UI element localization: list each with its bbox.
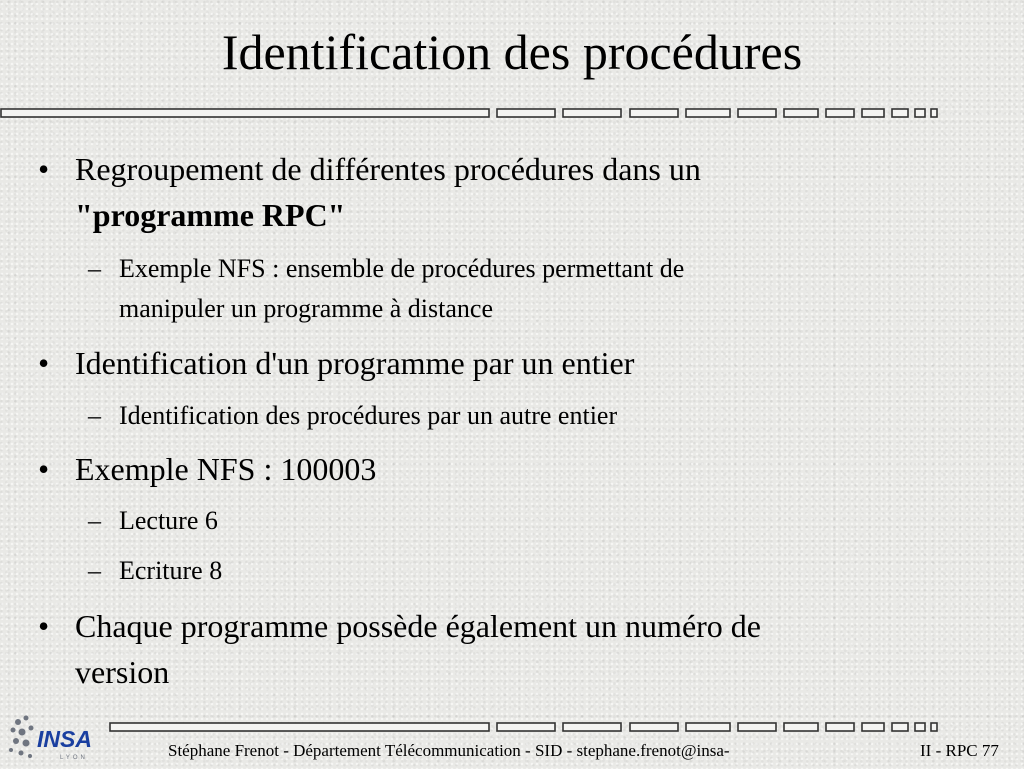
dash-glyph: –: [88, 506, 101, 535]
bullet-2-sub-1-line-1: Identification des procédures par un autre entier: [119, 401, 618, 430]
bullet-4-line-1: Chaque programme possède également un numéro de: [75, 608, 761, 644]
dash-glyph: –: [88, 401, 101, 430]
bullet-1-line-1: Regroupement de différentes procédures dans un: [75, 151, 701, 187]
bullet-2-line-1: Identification d'un programme par un entier: [75, 345, 635, 381]
bullet-glyph: •: [38, 151, 50, 187]
footer-page-number: II - RPC 77: [920, 741, 999, 760]
bullet-glyph: •: [38, 345, 50, 381]
bullet-1-sub-1-line-1: Exemple NFS : ensemble de procédures permettant de: [119, 254, 685, 283]
bullet-1-line-2: "programme RPC": [75, 197, 346, 233]
bullet-1-sub-1-line-2: manipuler un programme à distance: [119, 294, 493, 323]
logo-dots-icon: [9, 716, 34, 759]
insa-logo: [4, 712, 104, 764]
bullet-4-line-2: version: [75, 654, 170, 690]
bullet-3-line-1: Exemple NFS : 100003: [75, 451, 377, 487]
logo-subtext: LYON: [60, 755, 88, 761]
footer-author: Stéphane Frenot - Département Télécommunication - SID - stephane.frenot@insa-: [168, 741, 730, 760]
bullet-glyph: •: [38, 608, 50, 644]
dash-glyph: –: [88, 254, 101, 283]
bullet-glyph: •: [38, 451, 50, 487]
dash-glyph: –: [88, 556, 101, 585]
bullet-3-sub-1-line-1: Lecture 6: [119, 506, 218, 535]
slide-title: Identification des procédures: [221, 24, 803, 80]
logo-wordmark: INSA: [37, 726, 92, 752]
bottom-dashed-rule: [0, 722, 940, 733]
bullet-3-sub-2-line-1: Ecriture 8: [119, 556, 223, 585]
